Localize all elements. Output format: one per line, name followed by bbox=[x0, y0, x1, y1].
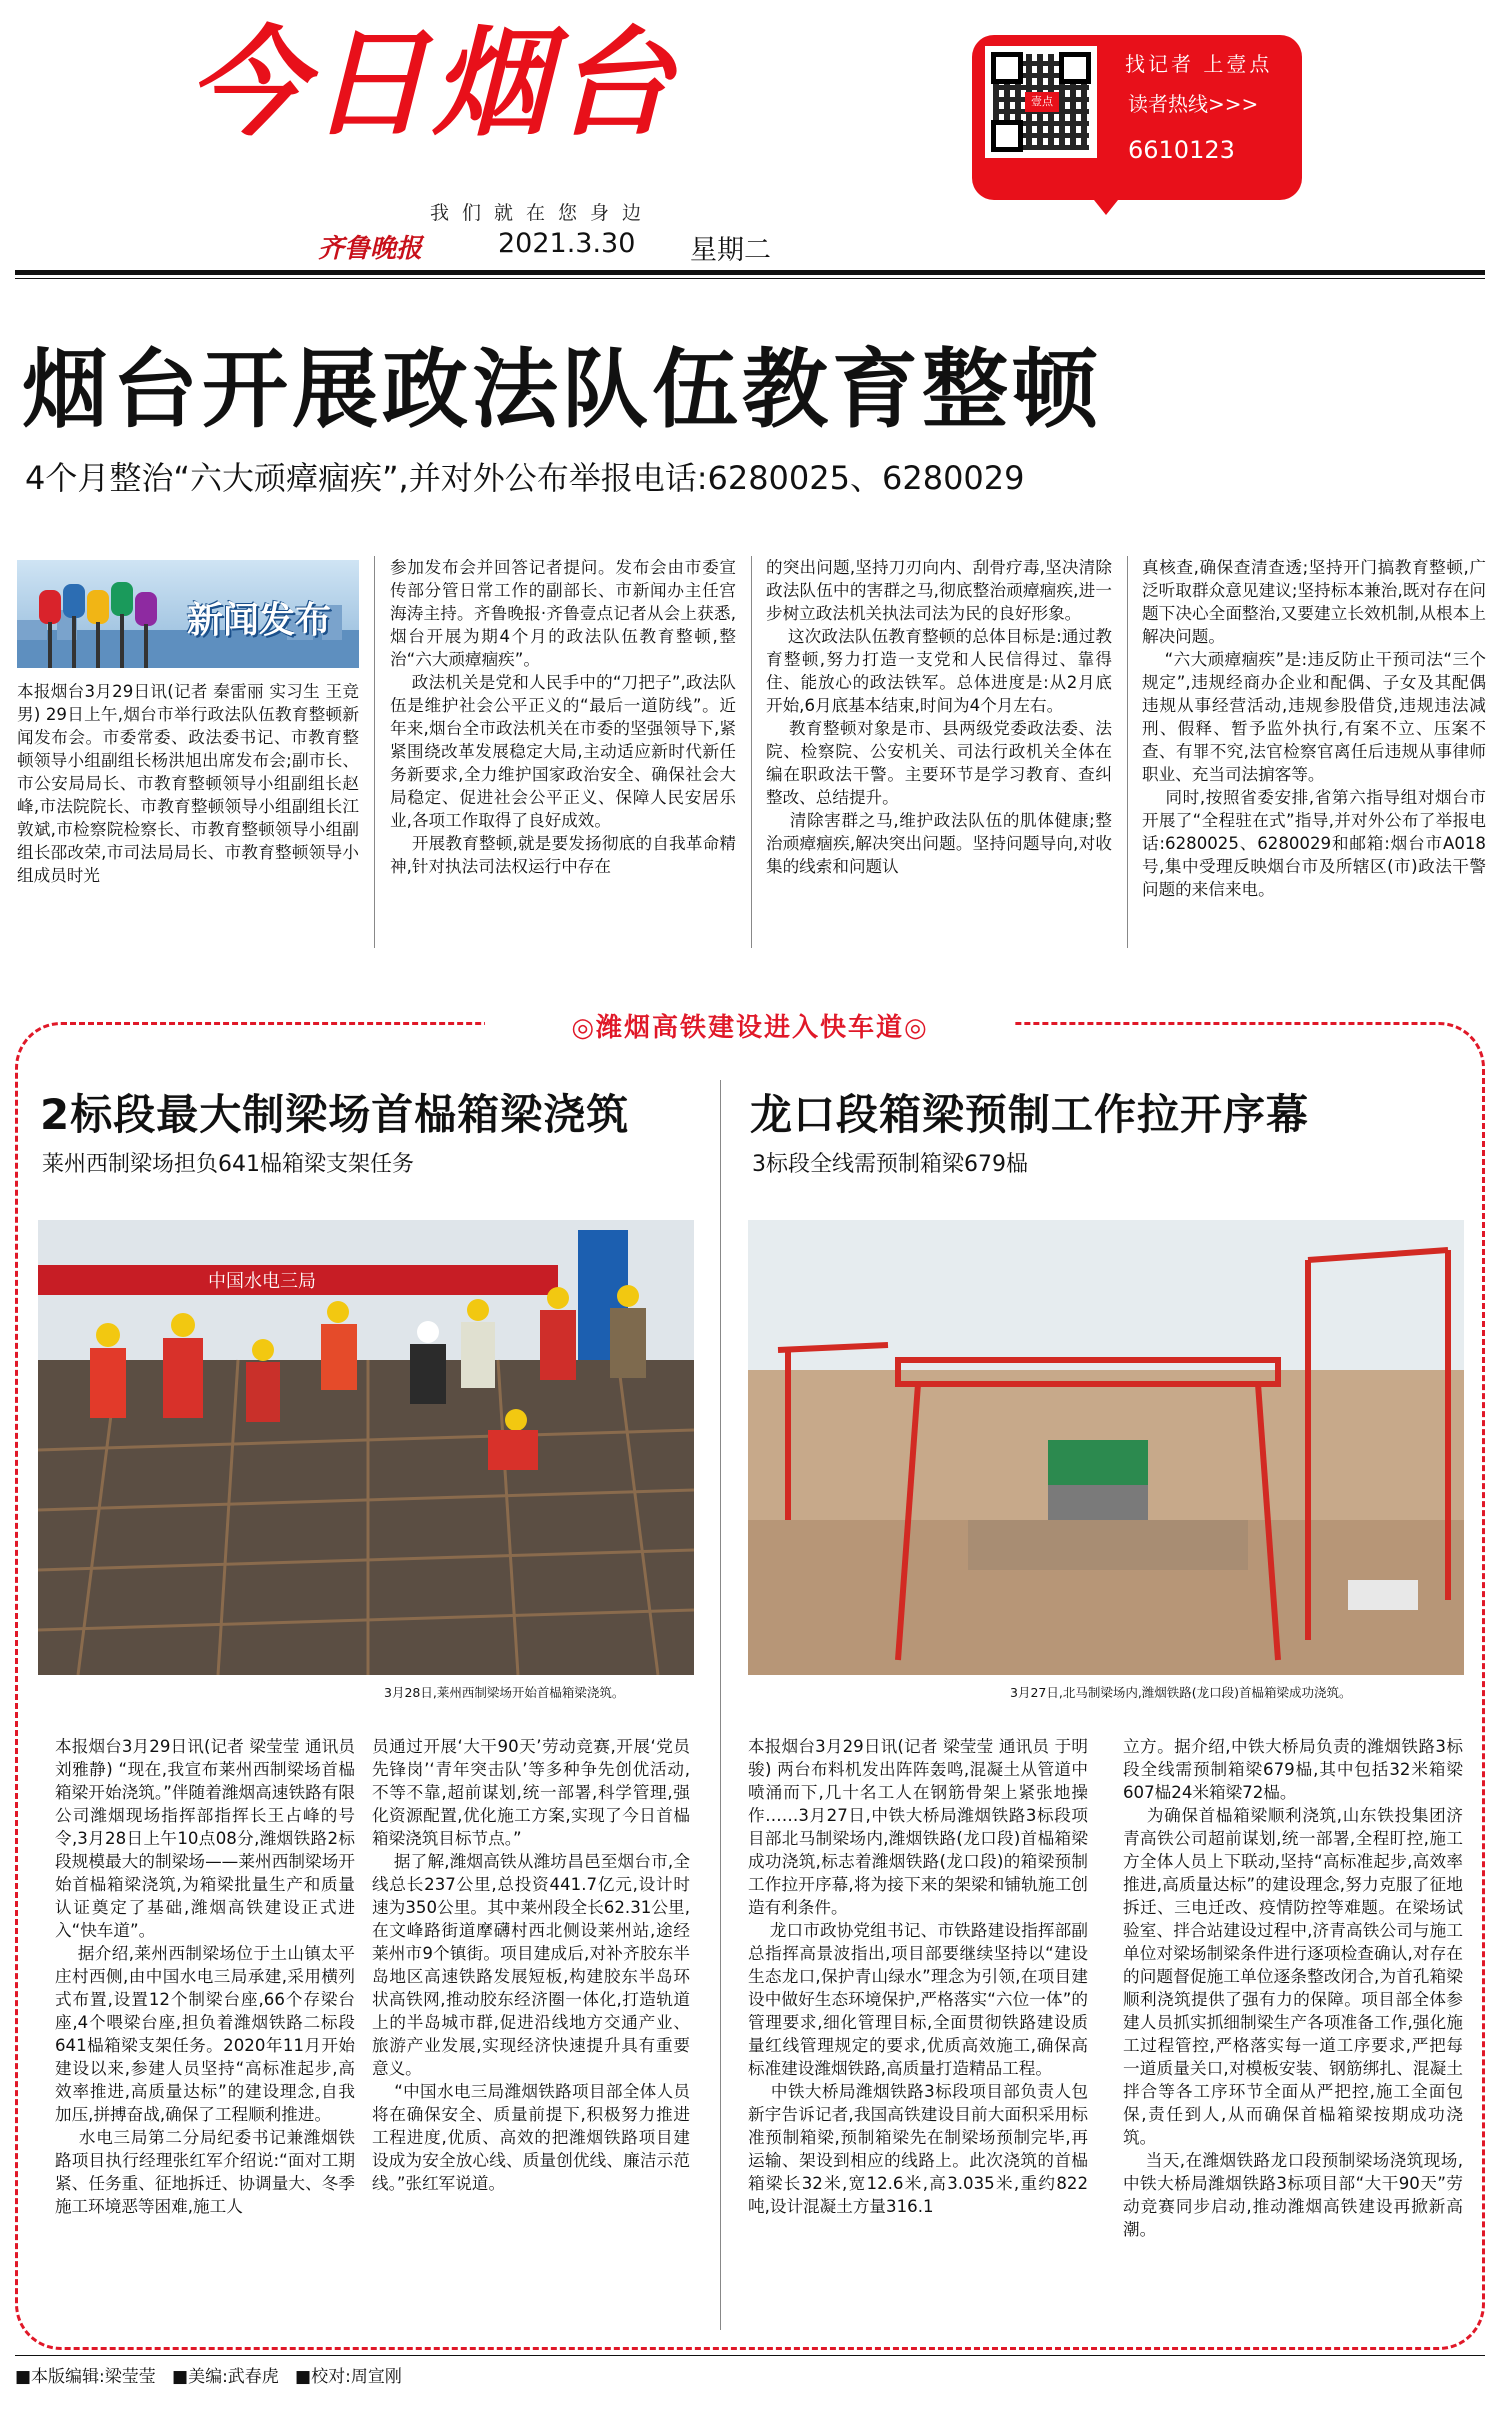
lead-column-1: 本报烟台3月29日讯(记者 秦雷丽 实习生 王竞男) 29日上午,烟台市举行政法队伍教育整顿新闻发布会。市委常委、政法委书记、市教育整顿领导小组副组长杨洪旭出席发布会;副市长、市公安局局长、市教育整顿领导小组副组长赵峰,市法院院长、市教育整顿领导小组副组长江敦斌,市检察院检察长、市教育整顿领导小组副组长邵改荣,市司法局局长、市教育整顿领导小组成员时光 bbox=[17, 682, 359, 885]
hotline-bubble-tail bbox=[1090, 195, 1122, 215]
footer-credits bbox=[15, 2362, 402, 2387]
left-story-column-2: 员通过开展‘大干90天’劳动竞赛,开展‘党员先锋岗’‘青年突击队’等多种争先创优活动,不等不靠,超前谋划,统一部署,科学管理,强化资源配置,优化施工方案,实现了今日首榀箱梁浇筑目标节点。” 据了解,潍烟高铁从潍坊昌邑至烟台市,全线总长237公里,总投资441.7亿元,设计时速为350公里。其中莱州段全长62.31公里,在文峰路街道摩礴村西北侧设莱州站,途经莱州市9个镇街。项目建成后,对补齐胶东半岛地区高速铁路发展短板,构建胶东半岛环状高铁网,推动胶东经济圈一体化,打造轨道上的半岛城市群,促进沿线地方交通产业、旅游产业发展,实现经济快速提升具有重要意义。 “中国水电三局潍烟铁路项目部全体人员将在确保安全、质量前提下,积极努力推进工程进度,优质、高效的把潍烟铁路项目建设成为安全放心线、质量创优线、廉洁示范线。”张红军说道。 bbox=[372, 1737, 690, 2193]
masthead-rule-thin bbox=[15, 278, 1485, 279]
badge-label: 新闻发布 bbox=[187, 600, 332, 641]
footer-editor: ■本版编辑:梁莹莹 bbox=[15, 2367, 156, 2387]
right-story-column-1: 本报烟台3月29日讯(记者 梁莹莹 通讯员 于明骏) 两台布料机发出阵阵轰鸣,混凝土从管道中喷涌而下,几十名工人在钢筋骨架上紧张地操作……3月27日,中铁大桥局潍烟铁路3标段项目部北马制梁场内,潍烟铁路(龙口段)首榀箱梁成功浇筑,标志着潍烟铁路(龙口段)的箱梁预制工作拉开序幕,将为接下来的架梁和铺轨施工创造有利条件。 龙口市政协党组书记、市铁路建设指挥部副总指挥高景波指出,项目部要继续坚持以“建设生态龙口,保护青山绿水”理念为引领,在项目建设中做好生态环境保护,严格落实“六位一体”的管理要求,细化管理目标,全面贯彻铁路建设质量红线管理规定的要求,优质高效施工,确保高标准建设潍烟铁路,高质量打造精品工程。 中铁大桥局潍烟铁路3标段项目部负责人包新宇告诉记者,我国高铁建设目前大面积采用标准预制箱梁,预制箱梁先在制梁场预制完毕,再运输、架设到相应的线路上。此次浇筑的首榀箱梁长32米,宽12.6米,高3.035米,重约822吨,设计混凝土方量316.1 bbox=[748, 1737, 1088, 2216]
column-divider bbox=[1127, 556, 1128, 948]
left-story-subhead: 莱州西制梁场担负641榀箱梁支架任务 bbox=[42, 1152, 414, 1177]
left-photo-caption: 3月28日,莱州西制梁场开始首榀箱梁浇筑。 bbox=[384, 1685, 625, 1700]
right-story-headline: 龙口段箱梁预制工作拉开序幕 bbox=[750, 1090, 1310, 1139]
hotline-number: 6610123 bbox=[1128, 136, 1235, 164]
qr-code-icon[interactable] bbox=[985, 46, 1097, 158]
footer-rule bbox=[15, 2355, 1485, 2356]
paper-logo: 齐鲁晚报 bbox=[318, 234, 423, 264]
issue-date: 2021.3.30 bbox=[498, 228, 636, 259]
qr-brand-label: 壹点 bbox=[1025, 92, 1059, 112]
issue-weekday: 星期二 bbox=[690, 235, 771, 266]
lead-column-4: 真核查,确保查清查透;坚持开门搞教育整顿,广泛听取群众意见建议;坚持标本兼治,既对存在问题下决心全面整治,又要建立长效机制,从根本上解决问题。 “六大顽瘴痼疾”是:违反防止干预司法“三个规定”,违规经商办企业和配偶、子女及其配偶违规从事经营活动,违规参股借贷,违规违法减刑、假释、暂予监外执行,有案不立、压案不查、有罪不究,法官检察官离任后违规从事律师职业、充当司法掮客等。 同时,按照省委安排,省第六指导组对烟台市开展了“全程驻在式”指导,并对外公布了举报电话:6280025、6280029和邮箱:烟台市A018号,集中受理反映烟台市及所辖区(市)政法干警问题的来信来电。 bbox=[1142, 558, 1486, 899]
right-photo-caption: 3月27日,北马制梁场内,潍烟铁路(龙口段)首榀箱梁成功浇筑。 bbox=[1010, 1685, 1352, 1700]
hotline-line1: 找记者 上壹点 bbox=[1125, 52, 1273, 76]
masthead-slogan: 我们就在您身边 bbox=[430, 202, 655, 224]
right-story-photo bbox=[748, 1220, 1464, 1675]
lead-column-3: 的突出问题,坚持刀刃向内、刮骨疗毒,坚决清除政法队伍中的害群之马,彻底整治顽瘴痼疾,进一步树立政法机关执法司法为民的良好形象。 这次政法队伍教育整顿的总体目标是:通过教育整顿,努力打造一支党和人民信得过、靠得住、能放心的政法铁军。总体进度是:从2月底开始,6月底基本结束,时间为4个月左右。 教育整顿对象是市、县两级党委政法委、法院、检察院、公安机关、司法行政机关全体在编在职政法干警。主要环节是学习教育、查纠整改、总结提升。 清除害群之马,维护政法队伍的肌体健康;整治顽瘴痼疾,解决突出问题。坚持问题导向,对收集的线索和问题认 bbox=[766, 558, 1113, 876]
lead-subhead: 4个月整治“六大顽瘴痼疾”,并对外公布举报电话:6280025、6280029 bbox=[25, 459, 1025, 497]
section-label: ◎潍烟高铁建设进入快车道◎ bbox=[485, 1010, 1015, 1046]
hotline-line2: 读者热线>>> bbox=[1128, 92, 1259, 116]
masthead-title: 今日烟台 bbox=[188, 14, 677, 152]
column-divider bbox=[374, 556, 375, 948]
photo-sign-text: 中国水电三局 bbox=[208, 1271, 316, 1292]
right-story-subhead: 3标段全线需预制箱梁679榀 bbox=[752, 1152, 1028, 1177]
lead-headline: 烟台开展政法队伍教育整顿 bbox=[22, 340, 1102, 440]
column-divider bbox=[751, 556, 752, 948]
right-story-column-2: 立方。据介绍,中铁大桥局负责的潍烟铁路3标段全线需预制箱梁679榀,其中包括32米箱梁607榀24米箱梁72榀。 为确保首榀箱梁顺利浇筑,山东铁投集团济青高铁公司超前谋划,统一部署,全程盯控,施工方全体人员上下联动,坚持“高标准起步,高效率推进,高质量达标”的建设理念,努力克服了征地拆迁、三电迁改、疫情防控等难题。在梁场试验室、拌合站建设过程中,济青高铁公司与施工单位对梁场制梁条件进行逐项检查确认,对存在的问题督促施工单位逐条整改闭合,为首孔箱梁顺利浇筑提供了强有力的保障。项目部全体参建人员抓实抓细制梁生产各项准备工作,强化施工过程管控,严格落实每一道工序要求,严把每一道质量关口,对模板安装、钢筋绑扎、混凝土拌合等各工序环节全面从严把控,施工全面包保,责任到人,从而确保首榀箱梁按期成功浇筑。 当天,在潍烟铁路龙口段预制梁场浇筑现场,中铁大桥局潍烟铁路3标项目部“大干90天”劳动竞赛同步启动,推动潍烟高铁建设再掀新高潮。 bbox=[1123, 1737, 1463, 2239]
masthead-rule bbox=[15, 270, 1485, 275]
left-story-photo bbox=[38, 1220, 694, 1675]
story-divider bbox=[720, 1080, 721, 2330]
news-release-badge bbox=[17, 560, 359, 668]
gantry-crane-photo bbox=[748, 1220, 1464, 1675]
left-story-headline: 2标段最大制梁场首榀箱梁浇筑 bbox=[40, 1090, 630, 1139]
lead-column-2: 参加发布会并回答记者提问。发布会由市委宣传部分管日常工作的副部长、市新闻办主任宫海涛主持。齐鲁晚报·齐鲁壹点记者从会上获悉,烟台开展为期4个月的政法队伍教育整顿,整治“六大顽瘴痼疾”。 政法机关是党和人民手中的“刀把子”,政法队伍是维护社会公平正义的“最后一道防线”。近年来,烟台全市政法机关在市委的坚强领导下,紧紧围绕改革发展稳定大局,主动适应新时代新任务新要求,全力维护国家政治安全、确保社会大局稳定、促进社会公平正义、保障人民安居乐业,各项工作取得了良好成效。 开展教育整顿,就是要发扬彻底的自我革命精神,针对执法司法权运行中存在 bbox=[390, 558, 736, 876]
construction-workers-photo bbox=[38, 1220, 694, 1675]
footer-proof: ■校对:周宣刚 bbox=[295, 2367, 402, 2387]
left-story-column-1: 本报烟台3月29日讯(记者 梁莹莹 通讯员 刘雅静) “现在,我宣布莱州西制梁场首榀箱梁开始浇筑。”伴随着潍烟高速铁路有限公司潍烟现场指挥部指挥长王占峰的号令,3月28日上午10点08分,潍烟铁路2标段规模最大的制梁场——莱州西制梁场开始首榀箱梁浇筑,为箱梁批量生产和质量认证奠定了基础,潍烟高铁建设正式进入“快车道”。 据介绍,莱州西制梁场位于土山镇太平庄村西侧,由中国水电三局承建,采用横列式布置,设置12个制梁台座,66个存梁台座,4个喂梁台座,担负着潍烟铁路二标段641榀箱梁支架任务。2020年11月开始建设以来,参建人员坚持“高标准起步,高效率推进,高质量达标”的建设理念,自我加压,拼搏奋战,确保了工程顺利推进。 水电三局第二分局纪委书记兼潍烟铁路项目执行经理张红军介绍说:“面对工期紧、任务重、征地拆迁、协调量大、冬季施工环境恶等困难,施工人 bbox=[55, 1737, 355, 2216]
footer-art: ■美编:武春虎 bbox=[172, 2367, 279, 2387]
